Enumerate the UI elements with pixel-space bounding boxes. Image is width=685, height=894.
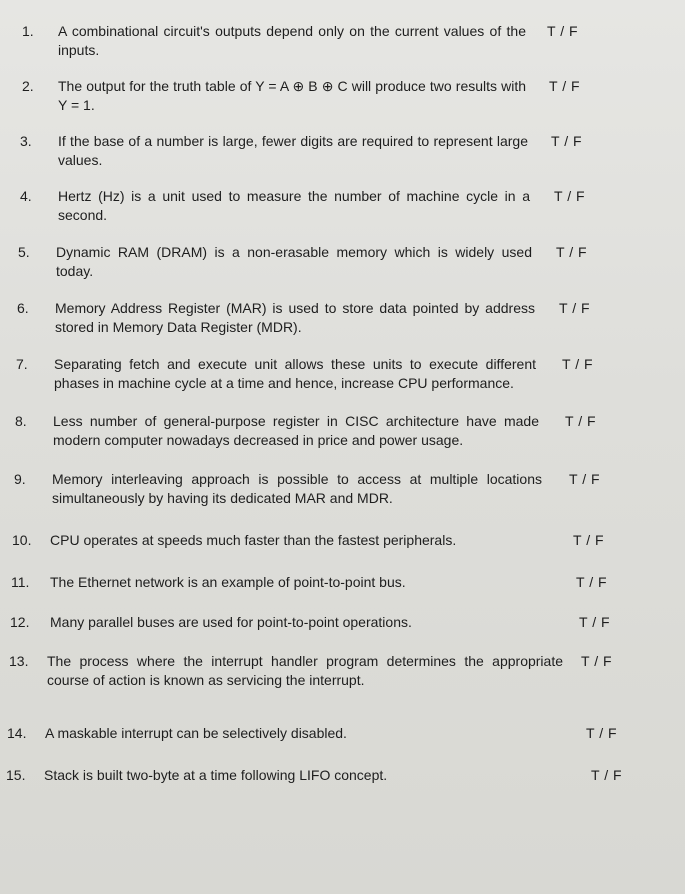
true-false-choice[interactable]: T / F [547, 23, 579, 39]
question-number: 5. [18, 244, 30, 260]
question-number: 1. [22, 23, 34, 39]
question-text: If the base of a number is large, fewer digits are required to represent large values. [58, 133, 528, 168]
question-number: 4. [20, 188, 32, 204]
question-number: 2. [22, 78, 34, 94]
true-false-choice[interactable]: T / F [549, 78, 581, 94]
true-false-choice[interactable]: T / F [554, 188, 586, 204]
question-text: A maskable interrupt can be selectively disabled. [45, 725, 347, 741]
true-false-choice[interactable]: T / F [579, 614, 611, 630]
question-number: 15. [6, 767, 26, 783]
question-number: 13. [9, 653, 29, 669]
true-false-choice[interactable]: T / F [556, 244, 588, 260]
question-number: 7. [16, 356, 28, 372]
question-text: A combinational circuit's outputs depend only on the current values of the inputs. [58, 23, 526, 58]
question-number: 10. [12, 532, 32, 548]
question-number: 14. [7, 725, 27, 741]
question-number: 11. [11, 574, 30, 590]
true-false-choice[interactable]: T / F [565, 413, 597, 429]
question-text: Memory interleaving approach is possible to access at multiple locations simultaneously by having its dedicated MAR and MDR. [52, 471, 542, 506]
question-number: 3. [20, 133, 32, 149]
question-text: The Ethernet network is an example of point-to-point bus. [50, 574, 406, 590]
true-false-choice[interactable]: T / F [586, 725, 618, 741]
question-text: Dynamic RAM (DRAM) is a non-erasable memory which is widely used today. [56, 244, 532, 279]
true-false-choice[interactable]: T / F [576, 574, 608, 590]
question-text: Less number of general-purpose register in CISC architecture have made modern computer nowadays decreased in price and power usage. [53, 413, 539, 448]
question-text: The output for the truth table of Y = A ⊕ B ⊕ C will produce two results with Y = 1. [58, 78, 526, 113]
true-false-choice[interactable]: T / F [562, 356, 594, 372]
true-false-choice[interactable]: T / F [581, 653, 613, 669]
question-number: 6. [17, 300, 29, 316]
question-text: Stack is built two-byte at a time following LIFO concept. [44, 767, 388, 783]
question-text: Hertz (Hz) is a unit used to measure the number of machine cycle in a second. [58, 188, 530, 223]
question-text: Many parallel buses are used for point-to-point operations. [50, 614, 412, 630]
true-false-choice[interactable]: T / F [591, 767, 623, 783]
true-false-choice[interactable]: T / F [559, 300, 591, 316]
question-text: Memory Address Register (MAR) is used to store data pointed by address stored in Memory Data Register (MDR). [55, 300, 535, 335]
question-number: 12. [10, 614, 30, 630]
true-false-choice[interactable]: T / F [551, 133, 583, 149]
question-text: CPU operates at speeds much faster than the fastest peripherals. [50, 532, 457, 548]
question-number: 9. [14, 471, 26, 487]
question-text: Separating fetch and execute unit allows these units to execute different phases in machine cycle at a time and hence, increase CPU performance. [54, 356, 536, 391]
question-number: 8. [15, 413, 27, 429]
question-text: The process where the interrupt handler program determines the appropriate course of action is known as servicing the interrupt. [47, 653, 563, 688]
true-false-choice[interactable]: T / F [569, 471, 601, 487]
true-false-choice[interactable]: T / F [573, 532, 605, 548]
